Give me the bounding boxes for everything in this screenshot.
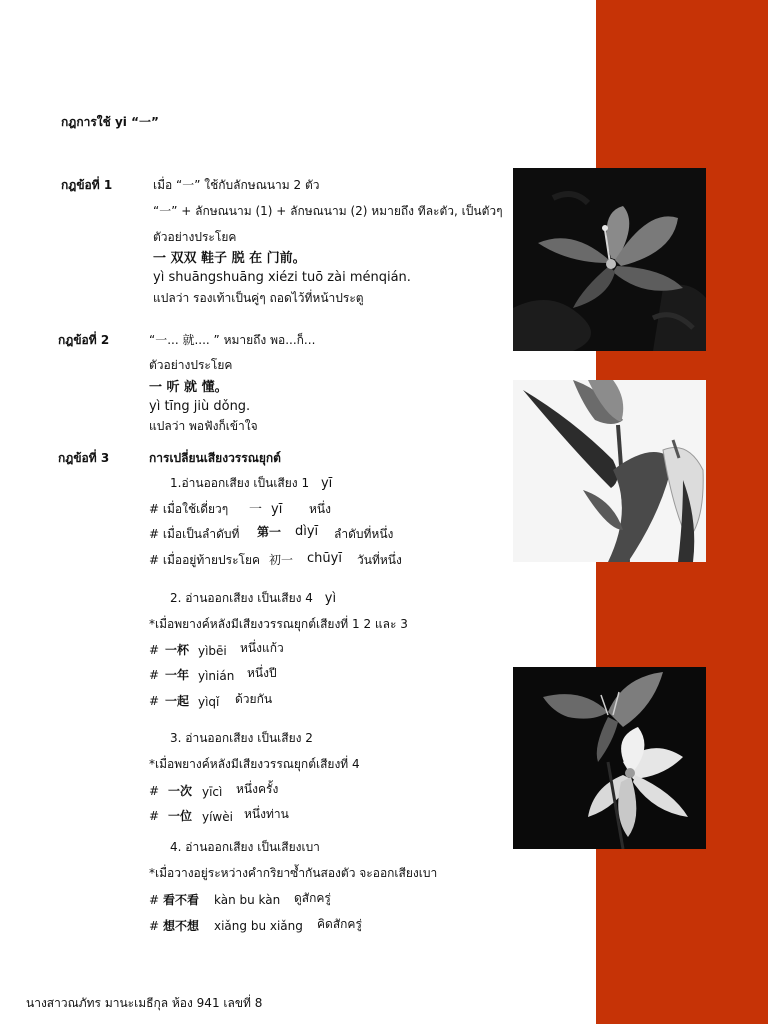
s1-tone: yī xyxy=(320,476,333,491)
rule2-meaning: แปลว่า พอฟังก็เข้าใจ xyxy=(149,419,258,433)
s4-row-hanzi: 看不看 xyxy=(163,893,200,907)
hash-mark: # xyxy=(149,893,160,907)
rule1-meaning: แปลว่า รองเท้าเป็นคู่ๆ ถอดไว้ที่หน้าประตู xyxy=(153,291,364,305)
lily-photo-dark xyxy=(513,667,706,849)
s3-row-hanzi: 一位 xyxy=(168,809,193,823)
s2-tone: yì xyxy=(324,591,337,606)
flower-photo-dark xyxy=(513,168,706,351)
s4-row-pinyin: xiǎng bu xiǎng xyxy=(214,919,303,933)
page-title xyxy=(61,115,159,129)
footer-credit: นางสาวณภัทร มานะเมธีกุล ห้อง 941 เลขที่ 8 xyxy=(26,996,263,1010)
s4-row-meaning: ดูสักครู่ xyxy=(294,891,331,905)
s1-row-hanzi: 一 xyxy=(249,502,263,517)
hash-mark: # xyxy=(149,784,160,798)
rule2-pattern: “一... 就.... ” หมายถึง พอ...ก็... xyxy=(149,333,316,347)
s3-row-pinyin: yīcì xyxy=(202,785,223,799)
s1-row-meaning: ลำดับที่หนึ่ง xyxy=(334,527,394,541)
hash-mark: # xyxy=(149,919,160,933)
title-label: กฎการใช้ yi xyxy=(61,115,127,129)
s2-condition: *เมื่อพยางค์หลังมีเสียงวรรณยุกต์เสียงที่ 1 2 และ 3 xyxy=(149,617,408,631)
s3-row-pinyin: yíwèi xyxy=(202,810,233,824)
hash-mark: # xyxy=(149,809,160,823)
s2-row-hanzi: 一起 xyxy=(165,694,190,708)
s1-row-hanzi: 初一 xyxy=(269,553,294,567)
s3-row-meaning: หนึ่งท่าน xyxy=(244,807,289,821)
rule2-example-label: ตัวอย่างประโยค xyxy=(149,358,233,372)
s2-row-pinyin: yìbēi xyxy=(198,644,227,658)
s2-row-hanzi: 一年 xyxy=(165,668,190,682)
s4-row-pinyin: kàn bu kàn xyxy=(214,893,281,907)
s2-title xyxy=(170,591,336,607)
s2-row-meaning: หนึ่งปี xyxy=(247,666,277,680)
s2-row-hanzi: 一杯 xyxy=(165,643,190,657)
rule1-pinyin: yì shuāngshuāng xiézi tuō zài ménqián. xyxy=(153,270,411,285)
s2-row-pinyin: yìqǐ xyxy=(198,695,220,709)
s2-title-text: 2. อ่านออกเสียง เป็นเสียง 4 xyxy=(170,591,313,605)
s1-row-label: # เมื่อเป็นลำดับที่ xyxy=(149,527,240,541)
s1-row-meaning: วันที่หนึ่ง xyxy=(357,553,402,567)
rule2-pinyin: yì tīng jiù dǒng. xyxy=(149,399,251,414)
s3-title: 3. อ่านออกเสียง เป็นเสียง 2 xyxy=(170,731,313,745)
tulip-photo-light-graphic xyxy=(513,380,706,562)
hash-mark: # xyxy=(149,643,160,657)
s4-title: 4. อ่านออกเสียง เป็นเสียงเบา xyxy=(170,840,320,854)
flower-photo-dark-graphic xyxy=(513,168,706,351)
title-char: “一” xyxy=(131,115,159,129)
s2-row-meaning: หนึ่งแก้ว xyxy=(240,641,284,655)
hash-mark: # xyxy=(149,694,160,708)
rule2-hanzi: 一 听 就 懂。 xyxy=(149,380,228,395)
s1-row-pinyin: dìyī xyxy=(295,524,319,539)
rule2-heading: กฎข้อที่ 2 xyxy=(58,333,110,347)
s3-row-hanzi: 一次 xyxy=(168,784,193,798)
lily-photo-dark-graphic xyxy=(513,667,706,849)
s4-condition: *เมื่อวางอยู่ระหว่างคำกริยาซ้ำกันสองตัว จะออกเสียงเบา xyxy=(149,866,438,880)
rule3-heading: กฎข้อที่ 3 xyxy=(58,451,110,465)
rule1-heading: กฎข้อที่ 1 xyxy=(61,178,113,192)
s1-row-pinyin: yī xyxy=(271,502,283,517)
hash-mark: # xyxy=(149,668,160,682)
s2-row-pinyin: yìnián xyxy=(198,669,235,683)
rule1-line2: “一” + ลักษณนาม (1) + ลักษณนาม (2) หมายถึง ทีละตัว, เป็นตัวๆ xyxy=(153,204,503,218)
s2-row-meaning: ด้วยกัน xyxy=(235,692,273,706)
rule3-subtitle: การเปลี่ยนเสียงวรรณยุกต์ xyxy=(149,451,281,465)
s4-row-meaning: คิดสักครู่ xyxy=(317,917,362,931)
s3-condition: *เมื่อพยางค์หลังมีเสียงวรรณยุกต์เสียงที่ 4 xyxy=(149,757,360,771)
s3-row-meaning: หนึ่งครั้ง xyxy=(236,782,279,796)
s1-title xyxy=(170,476,332,492)
s1-row-label: # เมื่ออยู่ท้ายประโยค xyxy=(149,553,261,567)
rule1-example-label: ตัวอย่างประโยค xyxy=(153,230,237,244)
s1-row-hanzi: 第一 xyxy=(257,525,282,539)
s1-row-meaning: หนึ่ง xyxy=(309,502,331,516)
rule1-hanzi: 一 双双 鞋子 脱 在 门前。 xyxy=(153,251,306,266)
tulip-photo-light xyxy=(513,380,706,562)
s4-row-hanzi: 想不想 xyxy=(163,919,200,933)
s1-title-text: 1.อ่านออกเสียง เป็นเสียง 1 xyxy=(170,476,310,490)
s1-row-label: # เมื่อใช้เดี่ยวๆ xyxy=(149,502,229,516)
rule1-line1: เมื่อ “一” ใช้กับลักษณนาม 2 ตัว xyxy=(153,178,320,192)
s1-row-pinyin: chūyī xyxy=(307,551,342,566)
